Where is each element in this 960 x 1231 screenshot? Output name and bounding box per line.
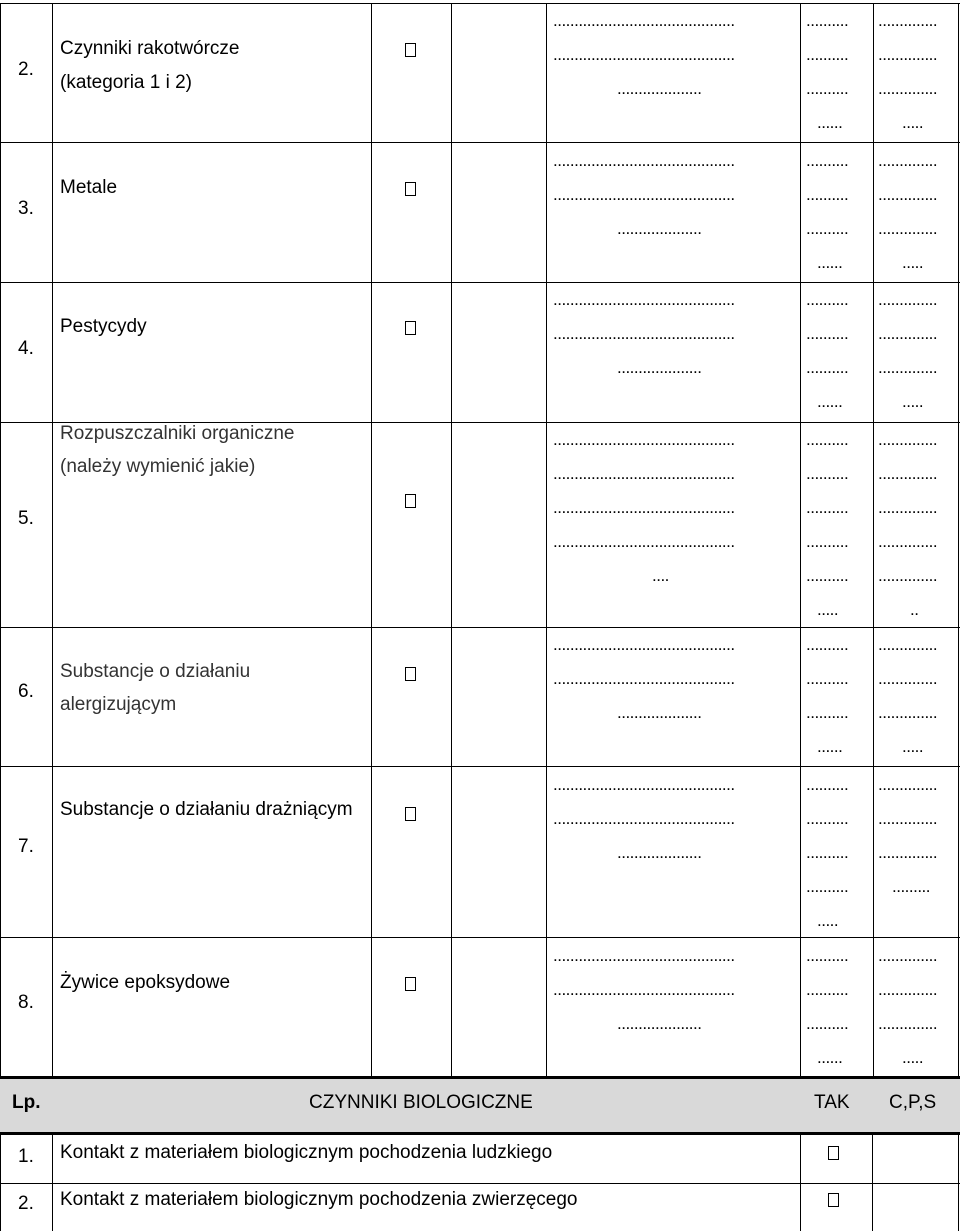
fill-in-dotted-line[interactable]: ....................	[617, 1014, 702, 1033]
fill-in-dotted-line[interactable]: ..........	[806, 877, 849, 896]
fill-in-dotted-line[interactable]: ..........	[806, 464, 849, 483]
fill-in-dotted-line[interactable]: ..........	[806, 669, 849, 688]
fill-in-dotted-line[interactable]: ..............	[878, 219, 938, 238]
fill-in-dotted-line[interactable]: ......	[817, 392, 843, 411]
row-number: 2.	[18, 59, 34, 80]
factor-name: Żywice epoksydowe	[60, 972, 231, 993]
fill-in-dotted-line[interactable]: .....	[902, 392, 924, 411]
row-divider	[0, 282, 960, 283]
row-number: 8.	[18, 992, 34, 1013]
fill-in-dotted-line[interactable]: ...........................................	[553, 324, 735, 343]
fill-in-dotted-line[interactable]: ......	[817, 1048, 843, 1067]
row-divider	[0, 3, 960, 4]
fill-in-dotted-line[interactable]: .........	[892, 877, 931, 896]
bio-column-divider	[958, 1135, 959, 1231]
tak-header: TAK	[814, 1092, 850, 1113]
fill-in-dotted-line[interactable]: ..........	[806, 946, 849, 965]
fill-in-dotted-line[interactable]: ...........................................	[553, 635, 735, 654]
tak-checkbox[interactable]	[405, 807, 416, 821]
fill-in-dotted-line[interactable]: ..............	[878, 11, 938, 30]
fill-in-dotted-line[interactable]: ...........................................	[553, 151, 735, 170]
fill-in-dotted-line[interactable]: ...........................................	[553, 669, 735, 688]
bio-header-bottom-border	[0, 1132, 960, 1135]
fill-in-dotted-line[interactable]: ..	[910, 600, 919, 619]
bio-column-divider	[0, 1135, 1, 1231]
tak-checkbox[interactable]	[405, 494, 416, 508]
fill-in-dotted-line[interactable]: .....	[902, 1048, 924, 1067]
fill-in-dotted-line[interactable]: ....................	[617, 79, 702, 98]
fill-in-dotted-line[interactable]: ..............	[878, 566, 938, 585]
column-divider	[800, 3, 801, 1077]
fill-in-dotted-line[interactable]: ..............	[878, 430, 938, 449]
fill-in-dotted-line[interactable]: ..............	[878, 843, 938, 862]
fill-in-dotted-line[interactable]: ..............	[878, 324, 938, 343]
bio-column-divider	[52, 1135, 53, 1231]
fill-in-dotted-line[interactable]: ......	[817, 737, 843, 756]
fill-in-dotted-line[interactable]: ....................	[617, 843, 702, 862]
fill-in-dotted-line[interactable]: ...........................................	[553, 11, 735, 30]
fill-in-dotted-line[interactable]: ..............	[878, 703, 938, 722]
fill-in-dotted-line[interactable]: ..........	[806, 185, 849, 204]
fill-in-dotted-line[interactable]: ...........................................	[553, 809, 735, 828]
row-number: 3.	[18, 198, 34, 219]
tak-checkbox[interactable]	[405, 667, 416, 681]
column-divider	[958, 3, 959, 1077]
row-number: 6.	[18, 681, 34, 702]
fill-in-dotted-line[interactable]: ......	[817, 113, 843, 132]
fill-in-dotted-line[interactable]: ..............	[878, 1014, 938, 1033]
bio-header-top-border	[0, 1076, 960, 1079]
fill-in-dotted-line[interactable]: ..............	[878, 45, 938, 64]
fill-in-dotted-line[interactable]: ....................	[617, 703, 702, 722]
bio-tak-checkbox[interactable]	[828, 1146, 839, 1160]
row-number: 7.	[18, 836, 34, 857]
fill-in-dotted-line[interactable]: ..........	[806, 45, 849, 64]
tak-checkbox[interactable]	[405, 43, 416, 57]
factor-name: Metale	[60, 177, 118, 198]
tak-checkbox[interactable]	[405, 977, 416, 991]
factor-name: (należy wymienić jakie)	[60, 456, 256, 477]
fill-in-dotted-line[interactable]: ..........	[806, 151, 849, 170]
lp-header: Lp.	[12, 1092, 41, 1113]
fill-in-dotted-line[interactable]: ..........	[806, 219, 849, 238]
bio-factor-name: Kontakt z materiałem biologicznym pochodzenia zwierzęcego	[60, 1189, 578, 1210]
column-divider	[371, 3, 372, 1077]
fill-in-dotted-line[interactable]: ..............	[878, 498, 938, 517]
fill-in-dotted-line[interactable]: ..........	[806, 532, 849, 551]
factor-name: Czynniki rakotwórcze	[60, 38, 240, 59]
fill-in-dotted-line[interactable]: ..........	[806, 79, 849, 98]
row-number: 4.	[18, 338, 34, 359]
fill-in-dotted-line[interactable]: ...........................................	[553, 185, 735, 204]
fill-in-dotted-line[interactable]: ...........................................	[553, 532, 735, 551]
column-divider	[52, 3, 53, 1077]
fill-in-dotted-line[interactable]: ..............	[878, 79, 938, 98]
tak-checkbox[interactable]	[405, 182, 416, 196]
fill-in-dotted-line[interactable]: ...........................................	[553, 980, 735, 999]
fill-in-dotted-line[interactable]: ...........................................	[553, 430, 735, 449]
fill-in-dotted-line[interactable]: ..............	[878, 809, 938, 828]
fill-in-dotted-line[interactable]: ..........	[806, 775, 849, 794]
fill-in-dotted-line[interactable]: ....	[652, 566, 669, 585]
column-divider	[451, 3, 452, 1077]
bio-row-number: 2.	[18, 1193, 34, 1214]
cps-header: C,P,S	[889, 1092, 937, 1113]
fill-in-dotted-line[interactable]: ......	[817, 253, 843, 272]
bio-title-header: CZYNNIKI BIOLOGICZNE	[309, 1092, 533, 1113]
fill-in-dotted-line[interactable]: .....	[817, 600, 839, 619]
fill-in-dotted-line[interactable]: ...........................................	[553, 946, 735, 965]
fill-in-dotted-line[interactable]: ..............	[878, 185, 938, 204]
tak-checkbox[interactable]	[405, 321, 416, 335]
fill-in-dotted-line[interactable]: ..........	[806, 843, 849, 862]
fill-in-dotted-line[interactable]: .....	[902, 253, 924, 272]
fill-in-dotted-line[interactable]: ..........	[806, 324, 849, 343]
fill-in-dotted-line[interactable]: ..........	[806, 358, 849, 377]
fill-in-dotted-line[interactable]: ..............	[878, 669, 938, 688]
fill-in-dotted-line[interactable]: ....................	[617, 358, 702, 377]
fill-in-dotted-line[interactable]: ..............	[878, 775, 938, 794]
fill-in-dotted-line[interactable]: ...........................................	[553, 45, 735, 64]
bio-column-divider	[872, 1135, 873, 1231]
bio-row-number: 1.	[18, 1146, 34, 1167]
factor-name: Substancje o działaniu drażniącym	[60, 799, 353, 820]
row-number: 5.	[18, 508, 34, 529]
fill-in-dotted-line[interactable]: ..............	[878, 358, 938, 377]
factor-name: Substancje o działaniu	[60, 661, 251, 682]
fill-in-dotted-line[interactable]: ..........	[806, 498, 849, 517]
factor-name: alergizującym	[60, 694, 177, 715]
bio-row-divider	[0, 1183, 960, 1184]
bio-column-divider	[800, 1135, 801, 1231]
fill-in-dotted-line[interactable]: ..............	[878, 946, 938, 965]
fill-in-dotted-line[interactable]: ..............	[878, 151, 938, 170]
fill-in-dotted-line[interactable]: ..........	[806, 290, 849, 309]
fill-in-dotted-line[interactable]: ...........................................	[553, 290, 735, 309]
factor-name: Rozpuszczalniki organiczne	[60, 423, 295, 444]
fill-in-dotted-line[interactable]: ....................	[617, 219, 702, 238]
fill-in-dotted-line[interactable]: ..............	[878, 464, 938, 483]
fill-in-dotted-line[interactable]: ..........	[806, 980, 849, 999]
factor-name: Pestycydy	[60, 316, 147, 337]
fill-in-dotted-line[interactable]: ..........	[806, 809, 849, 828]
factor-name: (kategoria 1 i 2)	[60, 72, 193, 93]
fill-in-dotted-line[interactable]: ..........	[806, 11, 849, 30]
column-divider	[546, 3, 547, 1077]
row-divider	[0, 627, 960, 628]
fill-in-dotted-line[interactable]: ...........................................	[553, 464, 735, 483]
bio-tak-checkbox[interactable]	[828, 1193, 839, 1207]
fill-in-dotted-line[interactable]: ..............	[878, 532, 938, 551]
fill-in-dotted-line[interactable]: ..........	[806, 1014, 849, 1033]
bio-factor-name: Kontakt z materiałem biologicznym pochodzenia ludzkiego	[60, 1142, 553, 1163]
fill-in-dotted-line[interactable]: .....	[902, 737, 924, 756]
fill-in-dotted-line[interactable]: ...........................................	[553, 775, 735, 794]
fill-in-dotted-line[interactable]: .....	[817, 911, 839, 930]
fill-in-dotted-line[interactable]: ..........	[806, 703, 849, 722]
fill-in-dotted-line[interactable]: ..............	[878, 635, 938, 654]
row-divider	[0, 142, 960, 143]
fill-in-dotted-line[interactable]: ..........	[806, 566, 849, 585]
fill-in-dotted-line[interactable]: ..........	[806, 635, 849, 654]
fill-in-dotted-line[interactable]: .....	[902, 113, 924, 132]
row-divider	[0, 766, 960, 767]
fill-in-dotted-line[interactable]: ..............	[878, 290, 938, 309]
fill-in-dotted-line[interactable]: ...........................................	[553, 498, 735, 517]
row-divider	[0, 937, 960, 938]
fill-in-dotted-line[interactable]: ..........	[806, 430, 849, 449]
column-divider	[0, 3, 1, 1077]
fill-in-dotted-line[interactable]: ..............	[878, 980, 938, 999]
